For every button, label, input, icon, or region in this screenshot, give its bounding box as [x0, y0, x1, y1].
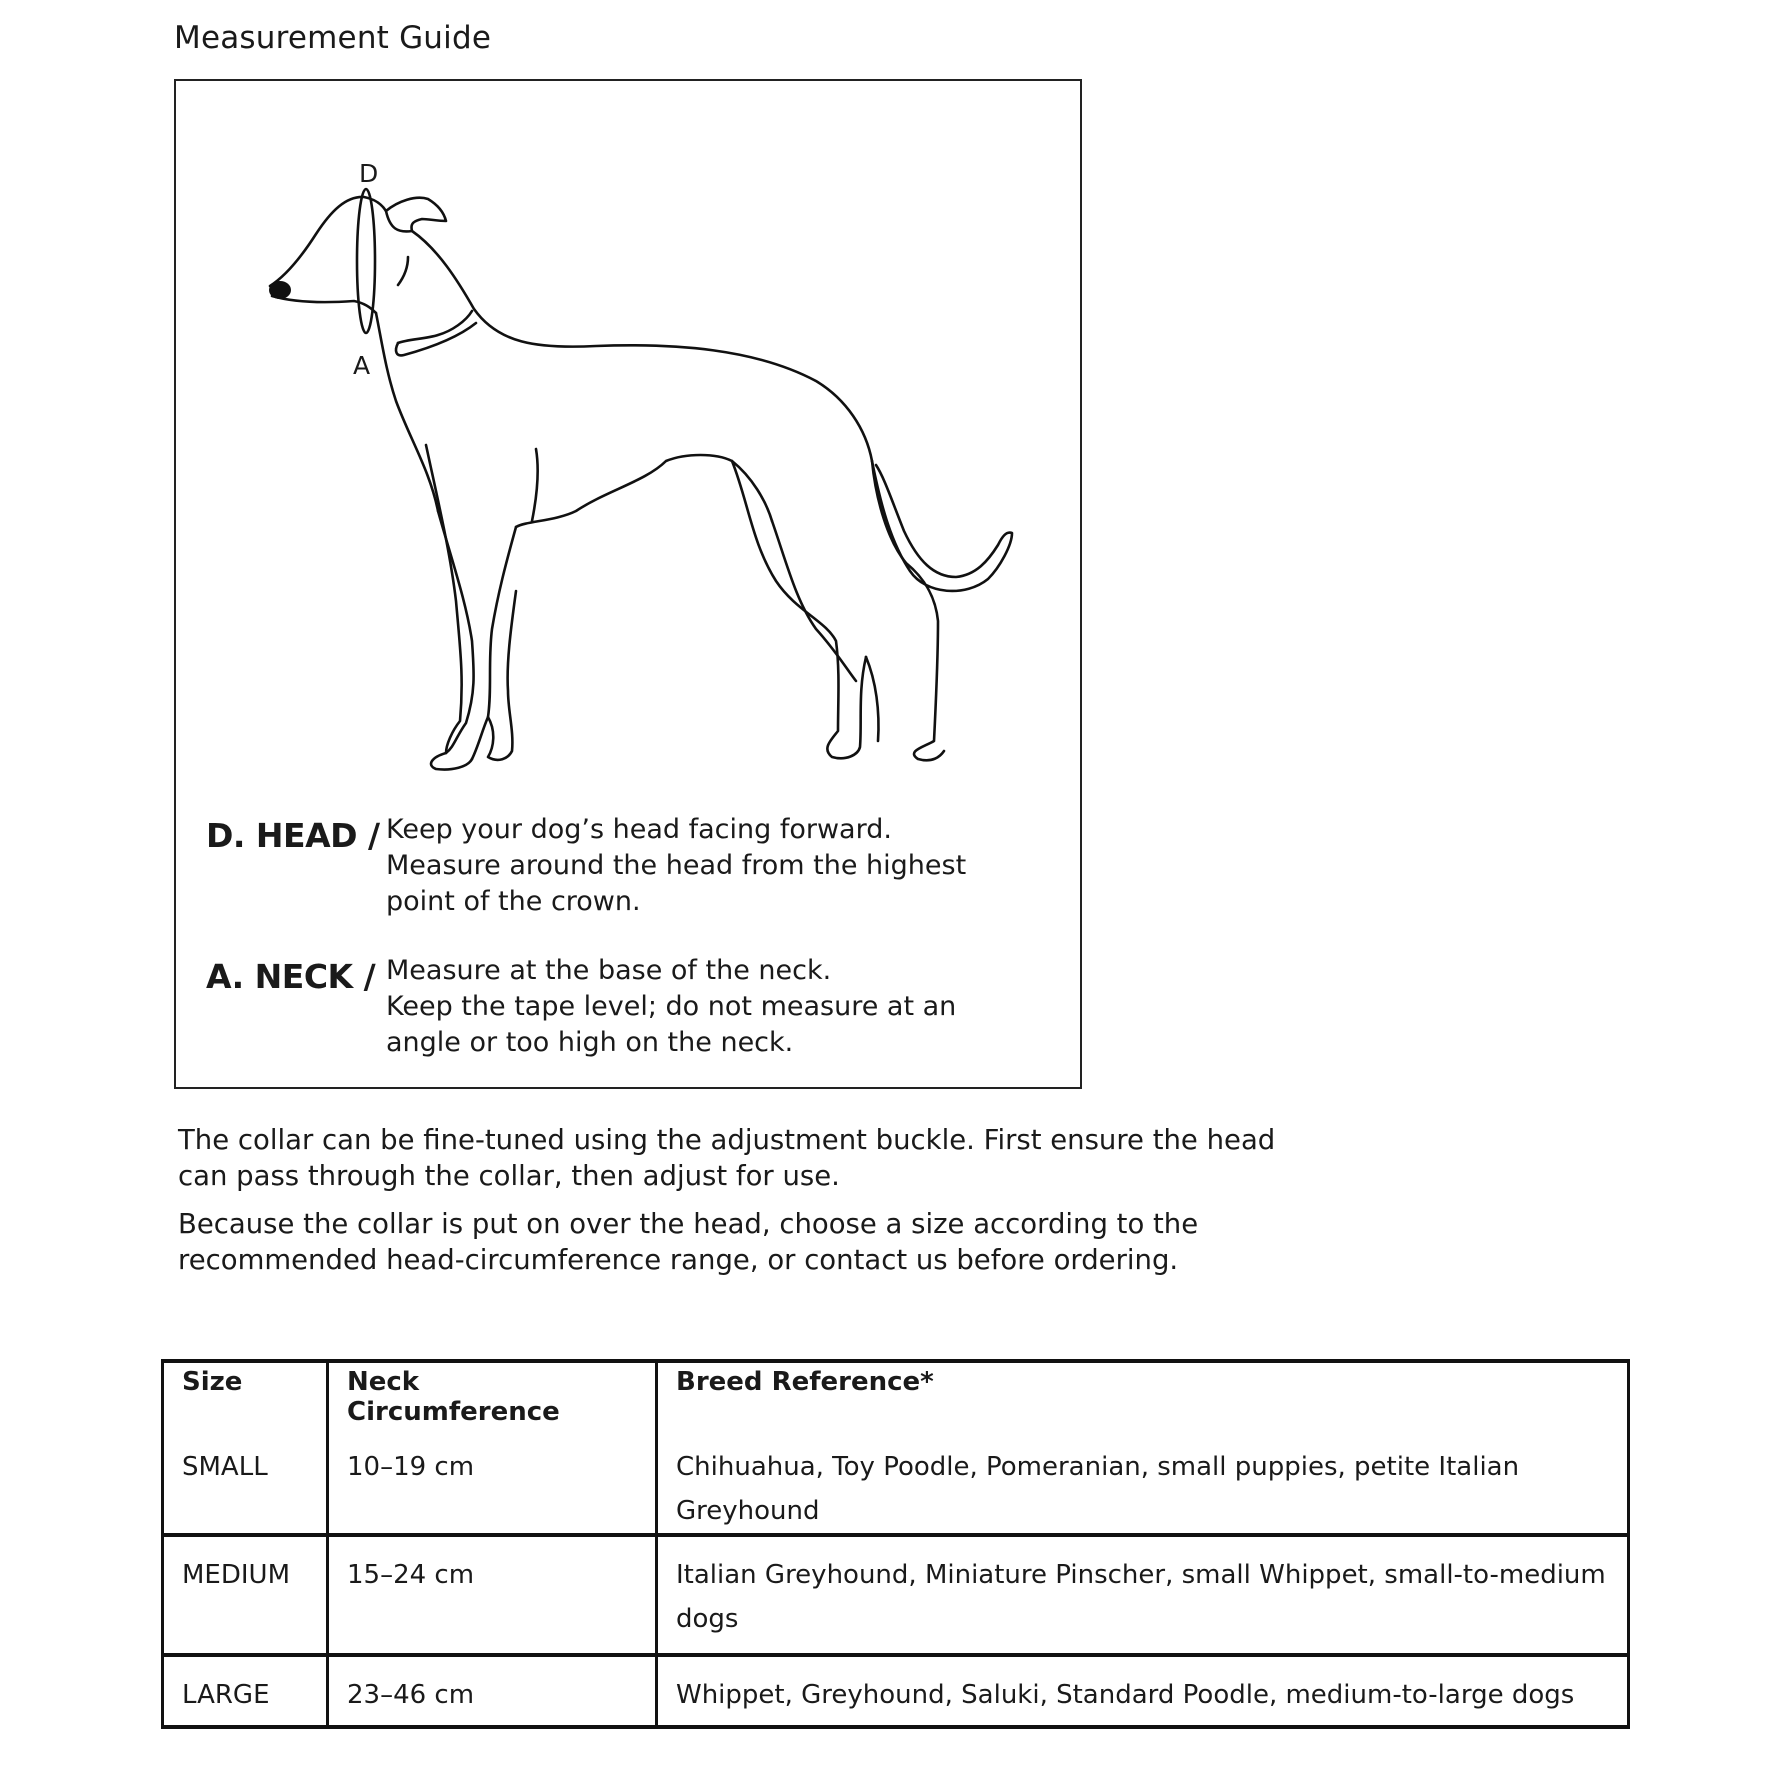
neck-cell: 23–46 cm	[328, 1655, 657, 1727]
dog-outline-illustration	[176, 81, 1080, 861]
adjustment-note	[178, 1122, 1278, 1194]
neck-cell: 10–19 cm	[328, 1427, 657, 1535]
header-neck-circumference: Neck Circumference	[328, 1361, 657, 1427]
neck-instructions	[386, 953, 1046, 1061]
sizing-note-line: Because the collar is put on over the head, choose a size according to the	[178, 1208, 1199, 1240]
adjustment-note-line: The collar can be fine-tuned using the adjustment buckle. First ensure the head	[178, 1124, 1276, 1156]
table-header-row	[163, 1361, 1629, 1427]
neck-label: A. NECK /	[206, 957, 376, 996]
table-row	[163, 1535, 1629, 1655]
breeds-cell: Whippet, Greyhound, Saluki, Standard Poodle, medium-to-large dogs	[657, 1655, 1629, 1727]
size-cell: MEDIUM	[163, 1535, 328, 1655]
sizing-note-line: recommended head-circumference range, or contact us before ordering.	[178, 1244, 1179, 1276]
page-title: Measurement Guide	[174, 20, 492, 56]
sizing-note	[178, 1206, 1278, 1278]
head-instruction-line: Measure around the head from the highest	[386, 850, 967, 881]
breeds-cell: Italian Greyhound, Miniature Pinscher, small Whippet, small-to-medium dogs	[657, 1535, 1629, 1655]
measurement-diagram-panel	[174, 79, 1082, 1089]
neck-instruction-line: Keep the tape level; do not measure at an	[386, 991, 957, 1022]
head-instruction-line: point of the crown.	[386, 886, 641, 917]
point-d-label: D	[359, 159, 379, 188]
neck-cell: 15–24 cm	[328, 1535, 657, 1655]
adjustment-note-line: can pass through the collar, then adjust for use.	[178, 1160, 840, 1192]
table-row	[163, 1427, 1629, 1535]
header-breed-reference: Breed Reference*	[657, 1361, 1629, 1427]
size-chart-table	[161, 1359, 1630, 1729]
breeds-cell: Chihuahua, Toy Poodle, Pomeranian, small puppies, petite Italian Greyhound	[657, 1427, 1629, 1535]
head-instruction-line: Keep your dog’s head facing forward.	[386, 814, 892, 845]
neck-instruction-line: Measure at the base of the neck.	[386, 955, 832, 986]
neck-instruction-line: angle or too high on the neck.	[386, 1027, 794, 1058]
size-cell: LARGE	[163, 1655, 328, 1727]
head-label: D. HEAD /	[206, 816, 380, 855]
size-cell: SMALL	[163, 1427, 328, 1535]
head-instructions	[386, 812, 1046, 920]
header-size: Size	[163, 1361, 328, 1427]
table-row	[163, 1655, 1629, 1727]
point-a-label: A	[353, 351, 371, 380]
